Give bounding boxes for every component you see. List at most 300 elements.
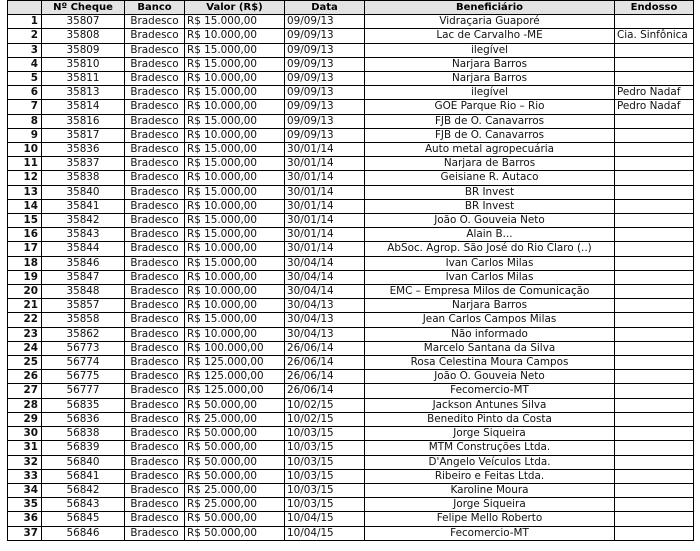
row-index-cell: 27 [8, 384, 42, 398]
date-cell: 30/01/14 [285, 171, 365, 185]
table-row [8, 441, 694, 455]
date-cell: 30/01/14 [285, 157, 365, 171]
cheque-number-cell: 35838 [42, 171, 125, 185]
table-row [8, 455, 694, 469]
endorsement-cell [615, 498, 694, 512]
bank-cell: Bradesco [125, 270, 185, 284]
row-index-cell: 28 [8, 398, 42, 412]
cheque-number-cell: 35843 [42, 228, 125, 242]
beneficiary-cell: MTM Construções Ltda. [365, 441, 615, 455]
endorsement-cell [615, 370, 694, 384]
date-cell: 30/04/13 [285, 299, 365, 313]
date-cell: 09/09/13 [285, 43, 365, 57]
endorsement-cell [615, 15, 694, 29]
beneficiary-cell: Narjara Barros [365, 57, 615, 71]
date-cell: 30/04/13 [285, 313, 365, 327]
cheque-number-cell: 56845 [42, 512, 125, 526]
cheque-number-cell: 35810 [42, 57, 125, 71]
bank-cell: Bradesco [125, 228, 185, 242]
endorsement-cell [615, 526, 694, 540]
table-row [8, 43, 694, 57]
beneficiary-cell: Narjara de Barros [365, 157, 615, 171]
endorsement-cell [615, 299, 694, 313]
date-cell: 30/01/14 [285, 228, 365, 242]
bank-cell: Bradesco [125, 398, 185, 412]
cheque-number-cell: 35808 [42, 29, 125, 43]
cheque-number-cell: 56777 [42, 384, 125, 398]
bank-cell: Bradesco [125, 512, 185, 526]
cheque-number-cell: 35816 [42, 114, 125, 128]
value-cell: R$ 15.000,00 [185, 57, 285, 71]
table-row [8, 356, 694, 370]
value-cell: R$ 50.000,00 [185, 455, 285, 469]
row-index-cell: 15 [8, 214, 42, 228]
value-cell: R$ 15.000,00 [185, 157, 285, 171]
date-cell: 09/09/13 [285, 86, 365, 100]
table-row [8, 143, 694, 157]
beneficiary-cell: Lac de Carvalho -ME [365, 29, 615, 43]
value-cell: R$ 125.000,00 [185, 356, 285, 370]
cheque-number-cell: 56843 [42, 498, 125, 512]
row-index-cell: 19 [8, 270, 42, 284]
bank-cell: Bradesco [125, 72, 185, 86]
bank-cell: Bradesco [125, 483, 185, 497]
bank-cell: Bradesco [125, 143, 185, 157]
beneficiary-cell: Benedito Pinto da Costa [365, 412, 615, 426]
row-index-cell: 26 [8, 370, 42, 384]
bank-cell: Bradesco [125, 43, 185, 57]
row-index-cell: 6 [8, 86, 42, 100]
cheque-number-cell: 56835 [42, 398, 125, 412]
bank-cell: Bradesco [125, 100, 185, 114]
cheque-number-cell: 56839 [42, 441, 125, 455]
value-cell: R$ 15.000,00 [185, 256, 285, 270]
cheque-number-cell: 35862 [42, 327, 125, 341]
cheque-number-cell: 35817 [42, 128, 125, 142]
row-index-cell: 4 [8, 57, 42, 71]
cheque-number-cell: 35858 [42, 313, 125, 327]
table-row [8, 341, 694, 355]
date-cell: 30/04/14 [285, 285, 365, 299]
endorsement-cell [615, 427, 694, 441]
beneficiary-cell: Ribeiro e Feitas Ltda. [365, 469, 615, 483]
cheque-number-cell: 35841 [42, 199, 125, 213]
bank-cell: Bradesco [125, 15, 185, 29]
endorsement-cell [615, 270, 694, 284]
endorsement-cell [615, 57, 694, 71]
cheque-number-cell: 56836 [42, 412, 125, 426]
row-index-cell: 18 [8, 256, 42, 270]
date-cell: 30/04/13 [285, 327, 365, 341]
value-cell: R$ 10.000,00 [185, 199, 285, 213]
table-row [8, 72, 694, 86]
row-index-cell: 25 [8, 356, 42, 370]
table-row [8, 299, 694, 313]
bank-cell: Bradesco [125, 171, 185, 185]
row-index-cell: 30 [8, 427, 42, 441]
date-cell: 30/01/14 [285, 185, 365, 199]
row-index-cell: 1 [8, 15, 42, 29]
endorsement-cell [615, 412, 694, 426]
bank-cell: Bradesco [125, 256, 185, 270]
value-cell: R$ 10.000,00 [185, 72, 285, 86]
beneficiary-cell: D'Angelo Veículos Ltda. [365, 455, 615, 469]
table-row [8, 157, 694, 171]
date-cell: 26/06/14 [285, 356, 365, 370]
row-index-cell: 31 [8, 441, 42, 455]
value-cell: R$ 10.000,00 [185, 242, 285, 256]
value-cell: R$ 25.000,00 [185, 412, 285, 426]
date-cell: 30/04/14 [285, 270, 365, 284]
bank-cell: Bradesco [125, 29, 185, 43]
endorsement-cell [615, 128, 694, 142]
beneficiary-cell: Jean Carlos Campos Milas [365, 313, 615, 327]
header-value: Valor (R$) [185, 1, 285, 15]
bank-cell: Bradesco [125, 128, 185, 142]
row-index-cell: 32 [8, 455, 42, 469]
date-cell: 10/03/15 [285, 427, 365, 441]
bank-cell: Bradesco [125, 86, 185, 100]
value-cell: R$ 15.000,00 [185, 43, 285, 57]
beneficiary-cell: Marcelo Santana da Silva [365, 341, 615, 355]
cheque-number-cell: 35840 [42, 185, 125, 199]
row-index-cell: 17 [8, 242, 42, 256]
table-row [8, 29, 694, 43]
header-cheque-number: Nº Cheque [42, 1, 125, 15]
table-row [8, 412, 694, 426]
endorsement-cell [615, 285, 694, 299]
cheque-number-cell: 35807 [42, 15, 125, 29]
endorsement-cell [615, 199, 694, 213]
beneficiary-cell: Geisiane R. Autaco [365, 171, 615, 185]
bank-cell: Bradesco [125, 57, 185, 71]
endorsement-cell [615, 242, 694, 256]
beneficiary-cell: Narjara Barros [365, 72, 615, 86]
beneficiary-cell: Narjara Barros [365, 299, 615, 313]
cheque-number-cell: 56842 [42, 483, 125, 497]
row-index-cell: 9 [8, 128, 42, 142]
table-row [8, 100, 694, 114]
table-row [8, 185, 694, 199]
beneficiary-cell: João O. Gouveia Neto [365, 214, 615, 228]
bank-cell: Bradesco [125, 370, 185, 384]
bank-cell: Bradesco [125, 327, 185, 341]
endorsement-cell [615, 512, 694, 526]
date-cell: 30/01/14 [285, 199, 365, 213]
date-cell: 10/02/15 [285, 398, 365, 412]
row-index-cell: 22 [8, 313, 42, 327]
date-cell: 10/03/15 [285, 455, 365, 469]
row-index-cell: 21 [8, 299, 42, 313]
row-index-cell: 3 [8, 43, 42, 57]
beneficiary-cell: Jorge Siqueira [365, 427, 615, 441]
endorsement-cell [615, 398, 694, 412]
value-cell: R$ 100.000,00 [185, 341, 285, 355]
value-cell: R$ 15.000,00 [185, 214, 285, 228]
beneficiary-cell: FJB de O. Canavarros [365, 128, 615, 142]
header-beneficiary: Beneficiário [365, 1, 615, 15]
beneficiary-cell: Felipe Mello Roberto [365, 512, 615, 526]
value-cell: R$ 10.000,00 [185, 128, 285, 142]
value-cell: R$ 50.000,00 [185, 512, 285, 526]
beneficiary-cell: Auto metal agropecuária [365, 143, 615, 157]
table-row [8, 199, 694, 213]
date-cell: 30/04/14 [285, 256, 365, 270]
date-cell: 26/06/14 [285, 370, 365, 384]
value-cell: R$ 15.000,00 [185, 228, 285, 242]
value-cell: R$ 10.000,00 [185, 29, 285, 43]
value-cell: R$ 15.000,00 [185, 86, 285, 100]
endorsement-cell [615, 256, 694, 270]
row-index-cell: 10 [8, 143, 42, 157]
endorsement-cell [615, 455, 694, 469]
table-row [8, 242, 694, 256]
bank-cell: Bradesco [125, 214, 185, 228]
endorsement-cell [615, 313, 694, 327]
beneficiary-cell: João O. Gouveia Neto [365, 370, 615, 384]
table-row [8, 86, 694, 100]
bank-cell: Bradesco [125, 356, 185, 370]
row-index-cell: 35 [8, 498, 42, 512]
bank-cell: Bradesco [125, 455, 185, 469]
table-row [8, 256, 694, 270]
bank-cell: Bradesco [125, 441, 185, 455]
cheque-number-cell: 56773 [42, 341, 125, 355]
cheque-number-cell: 35836 [42, 143, 125, 157]
row-index-cell: 11 [8, 157, 42, 171]
endorsement-cell [615, 143, 694, 157]
beneficiary-cell: Alain B... [365, 228, 615, 242]
bank-cell: Bradesco [125, 185, 185, 199]
table-row [8, 228, 694, 242]
header-bank: Banco [125, 1, 185, 15]
cheque-number-cell: 35809 [42, 43, 125, 57]
beneficiary-cell: Não informado [365, 327, 615, 341]
bank-cell: Bradesco [125, 157, 185, 171]
beneficiary-cell: Rosa Celestina Moura Campos [365, 356, 615, 370]
cheque-number-cell: 56775 [42, 370, 125, 384]
beneficiary-cell: GOE Parque Rio – Rio [365, 100, 615, 114]
beneficiary-cell: FJB de O. Canavarros [365, 114, 615, 128]
cheque-number-cell: 35844 [42, 242, 125, 256]
value-cell: R$ 15.000,00 [185, 143, 285, 157]
date-cell: 10/03/15 [285, 483, 365, 497]
endorsement-cell [615, 171, 694, 185]
row-index-cell: 33 [8, 469, 42, 483]
row-index-cell: 13 [8, 185, 42, 199]
row-index-cell: 14 [8, 199, 42, 213]
table-row [8, 57, 694, 71]
date-cell: 09/09/13 [285, 100, 365, 114]
table-row [8, 398, 694, 412]
cheque-number-cell: 56774 [42, 356, 125, 370]
value-cell: R$ 25.000,00 [185, 498, 285, 512]
row-index-cell: 2 [8, 29, 42, 43]
endorsement-cell [615, 43, 694, 57]
endorsement-cell [615, 341, 694, 355]
row-index-cell: 5 [8, 72, 42, 86]
bank-cell: Bradesco [125, 412, 185, 426]
table-row [8, 427, 694, 441]
endorsement-cell: Pedro Nadaf [615, 86, 694, 100]
value-cell: R$ 15.000,00 [185, 114, 285, 128]
table-row [8, 171, 694, 185]
value-cell: R$ 10.000,00 [185, 285, 285, 299]
table-row [8, 512, 694, 526]
header-endorsement: Endosso [615, 1, 694, 15]
date-cell: 10/04/15 [285, 512, 365, 526]
table-row [8, 384, 694, 398]
date-cell: 10/02/15 [285, 412, 365, 426]
value-cell: R$ 10.000,00 [185, 171, 285, 185]
table-row [8, 270, 694, 284]
bank-cell: Bradesco [125, 427, 185, 441]
row-index-cell: 20 [8, 285, 42, 299]
value-cell: R$ 50.000,00 [185, 427, 285, 441]
endorsement-cell: Pedro Nadaf [615, 100, 694, 114]
table-row [8, 214, 694, 228]
value-cell: R$ 50.000,00 [185, 398, 285, 412]
date-cell: 10/04/15 [285, 526, 365, 540]
endorsement-cell [615, 384, 694, 398]
row-index-cell: 7 [8, 100, 42, 114]
header-date: Data [285, 1, 365, 15]
row-index-cell: 34 [8, 483, 42, 497]
date-cell: 09/09/13 [285, 29, 365, 43]
beneficiary-cell: ilegível [365, 86, 615, 100]
cheque-number-cell: 56846 [42, 526, 125, 540]
beneficiary-cell: Ivan Carlos Milas [365, 270, 615, 284]
date-cell: 26/06/14 [285, 384, 365, 398]
beneficiary-cell: BR Invest [365, 185, 615, 199]
date-cell: 10/03/15 [285, 498, 365, 512]
table-row [8, 469, 694, 483]
value-cell: R$ 50.000,00 [185, 441, 285, 455]
endorsement-cell [615, 214, 694, 228]
cheque-number-cell: 35857 [42, 299, 125, 313]
beneficiary-cell: Jackson Antunes Silva [365, 398, 615, 412]
bank-cell: Bradesco [125, 526, 185, 540]
bank-cell: Bradesco [125, 242, 185, 256]
endorsement-cell [615, 157, 694, 171]
header-row [8, 1, 694, 15]
row-index-cell: 23 [8, 327, 42, 341]
value-cell: R$ 10.000,00 [185, 100, 285, 114]
endorsement-cell [615, 72, 694, 86]
row-index-cell: 8 [8, 114, 42, 128]
beneficiary-cell: EMC – Empresa Milos de Comunicação [365, 285, 615, 299]
endorsement-cell [615, 483, 694, 497]
table-row [8, 128, 694, 142]
bank-cell: Bradesco [125, 285, 185, 299]
value-cell: R$ 50.000,00 [185, 526, 285, 540]
cheque-number-cell: 35848 [42, 285, 125, 299]
value-cell: R$ 10.000,00 [185, 299, 285, 313]
bank-cell: Bradesco [125, 384, 185, 398]
beneficiary-cell: Jorge Siqueira [365, 498, 615, 512]
row-index-cell: 29 [8, 412, 42, 426]
value-cell: R$ 10.000,00 [185, 327, 285, 341]
value-cell: R$ 50.000,00 [185, 469, 285, 483]
beneficiary-cell: Karoline Moura [365, 483, 615, 497]
value-cell: R$ 15.000,00 [185, 313, 285, 327]
cheque-number-cell: 35811 [42, 72, 125, 86]
value-cell: R$ 15.000,00 [185, 185, 285, 199]
date-cell: 30/01/14 [285, 143, 365, 157]
table-row [8, 285, 694, 299]
date-cell: 09/09/13 [285, 114, 365, 128]
cheque-number-cell: 35814 [42, 100, 125, 114]
beneficiary-cell: Vidraçaria Guaporé [365, 15, 615, 29]
cheque-number-cell: 35837 [42, 157, 125, 171]
row-index-cell: 36 [8, 512, 42, 526]
value-cell: R$ 125.000,00 [185, 370, 285, 384]
endorsement-cell [615, 469, 694, 483]
cheque-table [7, 0, 694, 541]
table-row [8, 327, 694, 341]
date-cell: 09/09/13 [285, 15, 365, 29]
table-row [8, 498, 694, 512]
bank-cell: Bradesco [125, 498, 185, 512]
endorsement-cell: Cia. Sinfônica [615, 29, 694, 43]
table-row [8, 483, 694, 497]
row-index-cell: 37 [8, 526, 42, 540]
cheque-number-cell: 35847 [42, 270, 125, 284]
date-cell: 26/06/14 [285, 341, 365, 355]
endorsement-cell [615, 356, 694, 370]
row-index-cell: 24 [8, 341, 42, 355]
bank-cell: Bradesco [125, 199, 185, 213]
cheque-number-cell: 35846 [42, 256, 125, 270]
table-row [8, 15, 694, 29]
beneficiary-cell: Ivan Carlos Milas [365, 256, 615, 270]
cheque-number-cell: 56841 [42, 469, 125, 483]
endorsement-cell [615, 185, 694, 199]
value-cell: R$ 25.000,00 [185, 483, 285, 497]
cheque-number-cell: 35842 [42, 214, 125, 228]
bank-cell: Bradesco [125, 299, 185, 313]
date-cell: 09/09/13 [285, 72, 365, 86]
beneficiary-cell: BR Invest [365, 199, 615, 213]
table-row [8, 114, 694, 128]
date-cell: 09/09/13 [285, 128, 365, 142]
date-cell: 30/01/14 [285, 242, 365, 256]
beneficiary-cell: Fecomercio-MT [365, 384, 615, 398]
date-cell: 09/09/13 [285, 57, 365, 71]
value-cell: R$ 15.000,00 [185, 15, 285, 29]
table-row [8, 370, 694, 384]
value-cell: R$ 10.000,00 [185, 270, 285, 284]
bank-cell: Bradesco [125, 313, 185, 327]
endorsement-cell [615, 441, 694, 455]
row-index-cell: 16 [8, 228, 42, 242]
beneficiary-cell: ilegível [365, 43, 615, 57]
beneficiary-cell: AbSoc. Agrop. São José do Rio Claro (..) [365, 242, 615, 256]
table-row [8, 526, 694, 540]
header-index [8, 1, 42, 15]
endorsement-cell [615, 114, 694, 128]
cheque-number-cell: 56840 [42, 455, 125, 469]
date-cell: 30/01/14 [285, 214, 365, 228]
endorsement-cell [615, 228, 694, 242]
bank-cell: Bradesco [125, 114, 185, 128]
table-row [8, 313, 694, 327]
row-index-cell: 12 [8, 171, 42, 185]
date-cell: 10/03/15 [285, 441, 365, 455]
bank-cell: Bradesco [125, 341, 185, 355]
beneficiary-cell: Fecomercio-MT [365, 526, 615, 540]
bank-cell: Bradesco [125, 469, 185, 483]
